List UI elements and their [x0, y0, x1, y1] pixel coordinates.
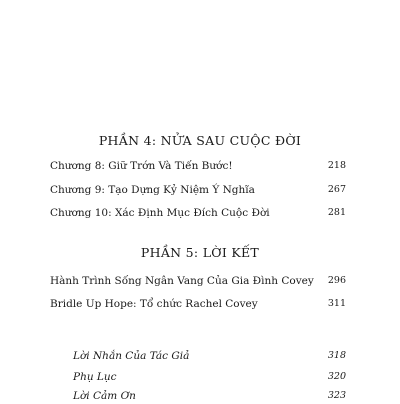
toc-entry-acknowledgements: [73, 388, 346, 404]
toc-entry-page-number: 218: [327, 160, 346, 171]
toc-entry-chapter-10: [50, 205, 346, 221]
toc-entry-covey-family-journey: [50, 273, 346, 289]
toc-entry-label: Lời Cảm Ơn: [73, 390, 136, 402]
toc-entry-label: Bridle Up Hope: Tổ chức Rachel Covey: [50, 298, 258, 310]
toc-entry-label: Chương 9: Tạo Dựng Kỷ Niệm Ý Nghĩa: [50, 184, 255, 196]
toc-entry-appendix: [73, 369, 346, 385]
toc-entry-author-note: [73, 348, 346, 364]
toc-entry-bridle-up-hope: [50, 296, 346, 312]
part-5-title: PHẦN 5: LỜI KẾT: [140, 245, 260, 260]
toc-entry-label: Chương 10: Xác Định Mục Đích Cuộc Đời: [50, 207, 270, 219]
toc-entry-label: Chương 8: Giữ Trớn Và Tiến Bước!: [50, 160, 233, 172]
toc-entry-page-number: 296: [327, 275, 346, 286]
toc-entry-page-number: 318: [327, 350, 346, 361]
toc-entry-page-number: 320: [327, 371, 346, 382]
toc-entry-label: Lời Nhắn Của Tác Giả: [73, 350, 190, 362]
toc-entry-page-number: 267: [327, 184, 346, 195]
toc-entry-chapter-9: [50, 182, 346, 198]
part-4-title: PHẦN 4: NỬA SAU CUỘC ĐỜI: [98, 133, 302, 148]
toc-entry-chapter-8: [50, 158, 346, 174]
toc-entry-page-number: 311: [327, 298, 346, 309]
toc-entry-page-number: 281: [327, 207, 346, 218]
toc-entry-page-number: 323: [327, 390, 346, 401]
toc-entry-label: Hành Trình Sống Ngân Vang Của Gia Đình Covey: [50, 275, 314, 287]
toc-entry-label: Phụ Lục: [73, 371, 117, 383]
